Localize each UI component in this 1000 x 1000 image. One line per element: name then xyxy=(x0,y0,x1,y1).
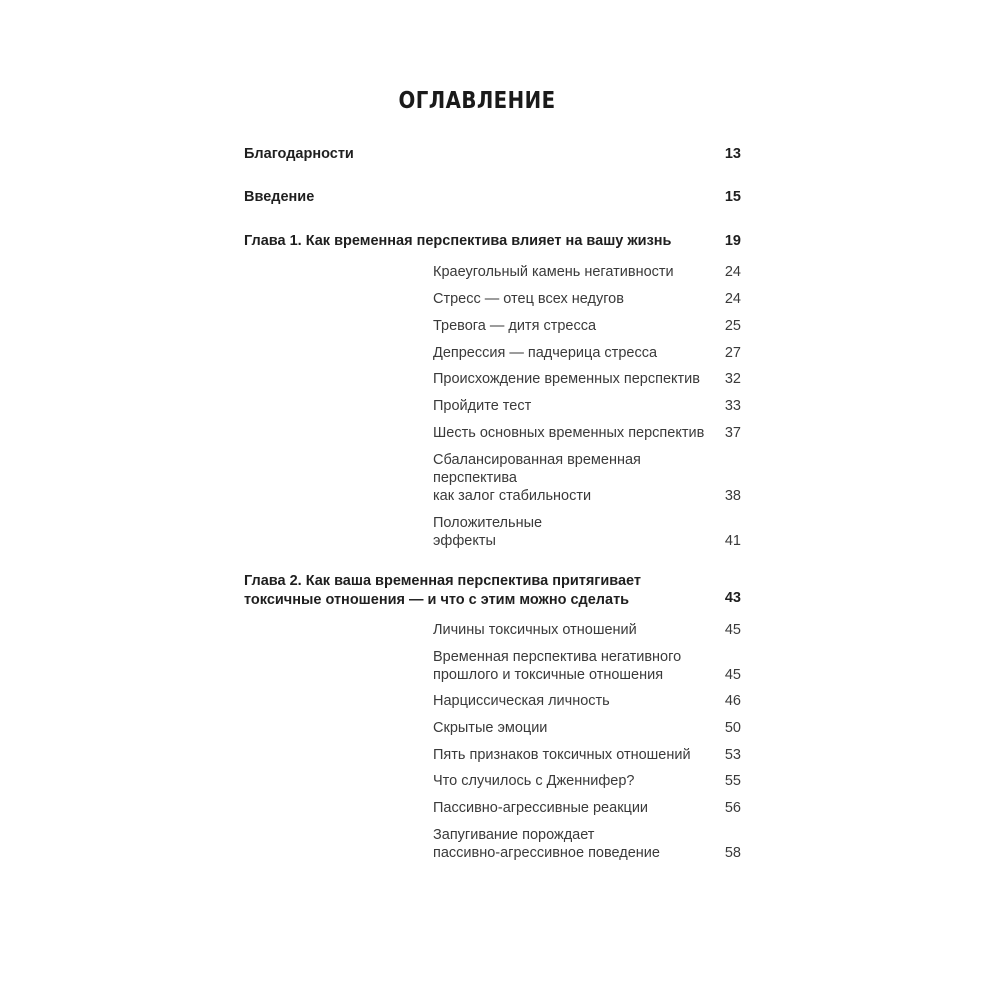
toc-entry-chapter-2 xyxy=(244,572,741,608)
toc-entry-page: 33 xyxy=(724,398,741,414)
toc-entry-page: 25 xyxy=(724,318,741,334)
toc-subentry xyxy=(433,344,741,362)
toc-subentry xyxy=(433,514,741,550)
toc-entry-title: Сбалансированная временная перспектива как залог стабильности xyxy=(433,452,641,504)
toc-entry-title: Временная перспектива негативного прошлого и токсичные отношения xyxy=(433,649,682,683)
toc-subentry xyxy=(433,826,741,862)
toc-subentry xyxy=(433,317,741,335)
toc-subentry xyxy=(433,370,741,388)
toc-entry-page: 38 xyxy=(724,488,741,504)
toc-subentry xyxy=(433,451,741,505)
toc-entry-title: Что случилось с Дженнифер? xyxy=(433,773,635,789)
toc-entry-title: Пройдите тест xyxy=(433,398,532,414)
toc-entry-page: 37 xyxy=(724,425,741,441)
toc-entry-page: 58 xyxy=(724,845,741,861)
toc-entry-page: 19 xyxy=(724,233,741,249)
toc-entry-title: Тревога — дитя стресса xyxy=(433,318,597,334)
toc-entry-title: Личины токсичных отношений xyxy=(433,622,637,638)
toc-subentry xyxy=(433,621,741,639)
toc-subentry xyxy=(433,799,741,817)
toc-entry-page: 43 xyxy=(724,590,741,606)
toc-entry-page: 45 xyxy=(724,622,741,638)
toc-entry-title: Положительные эффекты xyxy=(433,515,543,549)
toc-entry-page: 50 xyxy=(724,720,741,736)
toc-entry-page: 27 xyxy=(724,345,741,361)
toc-entry-chapter-1 xyxy=(244,232,741,250)
toc-entry-title: Введение xyxy=(244,189,315,205)
toc-entry-introduction xyxy=(244,188,741,206)
toc-entry-title: Пассивно-агрессивные реакции xyxy=(433,800,649,816)
toc-entry-page: 55 xyxy=(724,773,741,789)
toc-entry-title: Благодарности xyxy=(244,146,354,162)
toc-entry-page: 46 xyxy=(724,693,741,709)
toc-entry-title: Запугивание порождает пассивно-агрессивное поведение xyxy=(433,827,660,861)
toc-entry-title: Глава 2. Как ваша временная перспектива притягивает токсичные отношения — и что с этим можно сделать xyxy=(244,573,642,608)
toc-subentry xyxy=(433,692,741,710)
toc-entry-title: Нарциссическая личность xyxy=(433,693,610,709)
toc-subentry xyxy=(433,772,741,790)
toc-entry-page: 24 xyxy=(724,264,741,280)
toc-entry-title: Происхождение временных перспектив xyxy=(433,371,700,387)
toc-subentry xyxy=(433,397,741,415)
toc-entry-title: Шесть основных временных перспектив xyxy=(433,425,705,441)
toc-entry-title: Стресс — отец всех недугов xyxy=(433,291,624,307)
toc-subentry xyxy=(433,719,741,737)
toc-entry-page: 53 xyxy=(724,747,741,763)
toc-subentry xyxy=(433,746,741,764)
toc-entry-page: 56 xyxy=(724,800,741,816)
toc-entry-page: 15 xyxy=(724,189,741,205)
toc-entry-acknowledgements xyxy=(244,145,741,163)
page-title: ОГЛАВЛЕНИЕ xyxy=(398,88,556,114)
toc-entry-page: 13 xyxy=(724,146,741,162)
toc-subentry xyxy=(433,263,741,281)
toc-entry-title: Скрытые эмоции xyxy=(433,720,548,736)
toc-subentry xyxy=(433,290,741,308)
toc-entry-page: 45 xyxy=(724,667,741,683)
toc-entry-page: 24 xyxy=(724,291,741,307)
toc-subentry xyxy=(433,424,741,442)
toc-entry-page: 41 xyxy=(724,533,741,549)
toc-entry-title: Пять признаков токсичных отношений xyxy=(433,747,691,763)
toc-entry-title: Краеугольный камень негативности xyxy=(433,264,674,280)
toc-entry-title: Глава 1. Как временная перспектива влияет на вашу жизнь xyxy=(244,233,672,249)
toc-subentry xyxy=(433,648,741,684)
toc-entry-page: 32 xyxy=(724,371,741,387)
toc-entry-title: Депрессия — падчерица стресса xyxy=(433,345,658,361)
